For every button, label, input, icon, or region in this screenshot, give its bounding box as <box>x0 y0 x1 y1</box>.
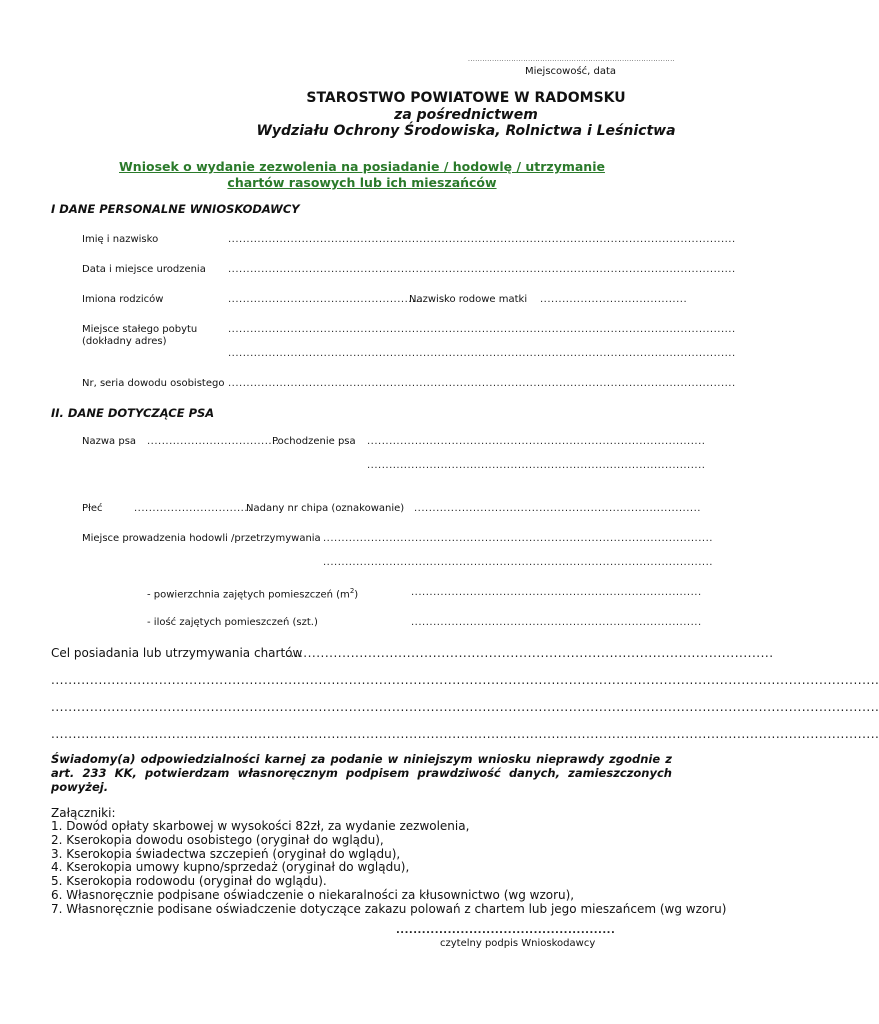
location-field-1[interactable]: .......................................................................................................... <box>323 533 713 544</box>
attachments-list <box>51 820 726 917</box>
authority-name: STAROSTWO POWIATOWE W RADOMSKU <box>306 90 626 106</box>
section1-heading: I DANE PERSONALNE WNIOSKODAWCY <box>51 202 300 216</box>
attachment-item: 7. Własnoręcznie podisane oświadczenie dotyczące zakazu polowań z chartem lub jego mieszańcem (wg wzoru) <box>51 901 727 916</box>
address-label: Miejsce stałego pobytu <box>82 324 198 335</box>
purpose-label: Cel posiadania lub utrzymywania chartów <box>51 646 303 660</box>
location-label: Miejsce prowadzenia hodowli /przetrzymywania <box>82 533 321 544</box>
via-line: za pośrednictwem <box>394 107 538 123</box>
sex-label: Płeć <box>82 503 103 514</box>
rooms-field[interactable]: ............................................................................... <box>411 617 702 628</box>
address-field-2[interactable]: .......................................................................................................................................... <box>228 348 736 359</box>
location-field-2[interactable]: .......................................................................................................... <box>323 557 713 568</box>
sex-field[interactable]: ................................ <box>134 503 252 514</box>
attachment-item: 5. Kserokopia rodowodu (oryginał do wglądu). <box>51 874 327 889</box>
area-label: - powierzchnia zajętych pomieszczeń $(m^2)$ <box>147 587 359 601</box>
attachment-item: 4. Kserokopia umowy kupno/sprzedaż (oryginał do wglądu), <box>51 860 410 875</box>
name-field[interactable]: .......................................................................................................................................... <box>228 234 736 245</box>
place-date-label: Miejscowość, data <box>525 66 617 77</box>
dog-origin-field-2[interactable]: ............................................................................................ <box>367 460 706 471</box>
signature-field[interactable]: ................................................... <box>396 925 616 936</box>
dog-origin-field-1[interactable]: ............................................................................................ <box>367 436 706 447</box>
id-label: Nr, seria dowodu osobistego <box>82 378 225 389</box>
birth-field[interactable]: .......................................................................................................................................... <box>228 264 736 275</box>
parents-label: Imiona rodziców <box>82 294 164 305</box>
application-title-line2: chartów rasowych lub ich mieszańców <box>227 175 497 190</box>
attachment-item: 1. Dowód opłaty skarbowej w wysokości 82zł, za wydanie zezwolenia, <box>51 819 470 833</box>
mother-maiden-field[interactable]: ........................................ <box>540 294 688 305</box>
address-field-1[interactable]: .......................................................................................................................................... <box>228 324 736 335</box>
parents-field[interactable]: ..................................................... <box>228 294 423 305</box>
place-date-dots[interactable]: ...................................................................................... <box>468 56 676 63</box>
declaration-text: Świadomy(a) odpowiedzialności karnej za podanie w niniejszym wniosku nieprawdy zgodnie z art. 233 KK, potwierdzam własnoręcznym podpisem prawdziwość danych, zamieszczonych powyżej. <box>51 752 672 794</box>
chip-label: Nadany nr chipa (oznakowanie) <box>246 503 405 514</box>
dog-name-label: Nazwa psa <box>82 436 137 447</box>
attachments-heading: Załączniki: <box>51 806 116 820</box>
application-title-line1: Wniosek o wydanie zezwolenia na posiadanie / hodowlę / utrzymanie <box>119 159 605 174</box>
attachment-item: 2. Kserokopia dowodu osobistego (oryginał do wglądu), <box>51 832 384 847</box>
purpose-field-3[interactable]: ................................................................................................................................................................................................ <box>51 700 879 714</box>
section2-heading: II. DANE DOTYCZĄCE PSA <box>51 406 215 420</box>
dog-name-field[interactable]: .................................... <box>147 436 280 447</box>
signature-label: czytelny podpis Wnioskodawcy <box>440 938 596 949</box>
purpose-field-1[interactable]: ................................................................................................................. <box>286 646 774 660</box>
name-label: Imię i nazwisko <box>82 234 159 245</box>
dog-origin-label: Pochodzenie psa <box>272 436 356 447</box>
mother-maiden-label: Nazwisko rodowe matki <box>409 294 528 305</box>
birth-label: Data i miejsce urodzenia <box>82 264 206 275</box>
id-field[interactable]: .......................................................................................................................................... <box>228 378 736 389</box>
purpose-field-4[interactable]: ................................................................................................................................................................................................ <box>51 727 879 741</box>
department-name: Wydziału Ochrony Środowiska, Rolnictwa i Leśnictwa <box>256 123 676 139</box>
attachment-item: 6. Własnoręcznie podpisane oświadczenie o niekaralności za kłusownictwo (wg wzoru), <box>51 887 575 902</box>
purpose-field-2[interactable]: ................................................................................................................................................................................................ <box>51 673 879 687</box>
address-sublabel: (dokładny adres) <box>82 336 167 347</box>
attachment-item: 3. Kserokopia świadectwa szczepień (oryginał do wglądu), <box>51 846 401 861</box>
area-field[interactable]: ............................................................................... <box>411 587 702 598</box>
rooms-label: - ilość zajętych pomieszczeń (szt.) <box>147 617 318 628</box>
chip-field[interactable]: .............................................................................. <box>414 503 701 514</box>
